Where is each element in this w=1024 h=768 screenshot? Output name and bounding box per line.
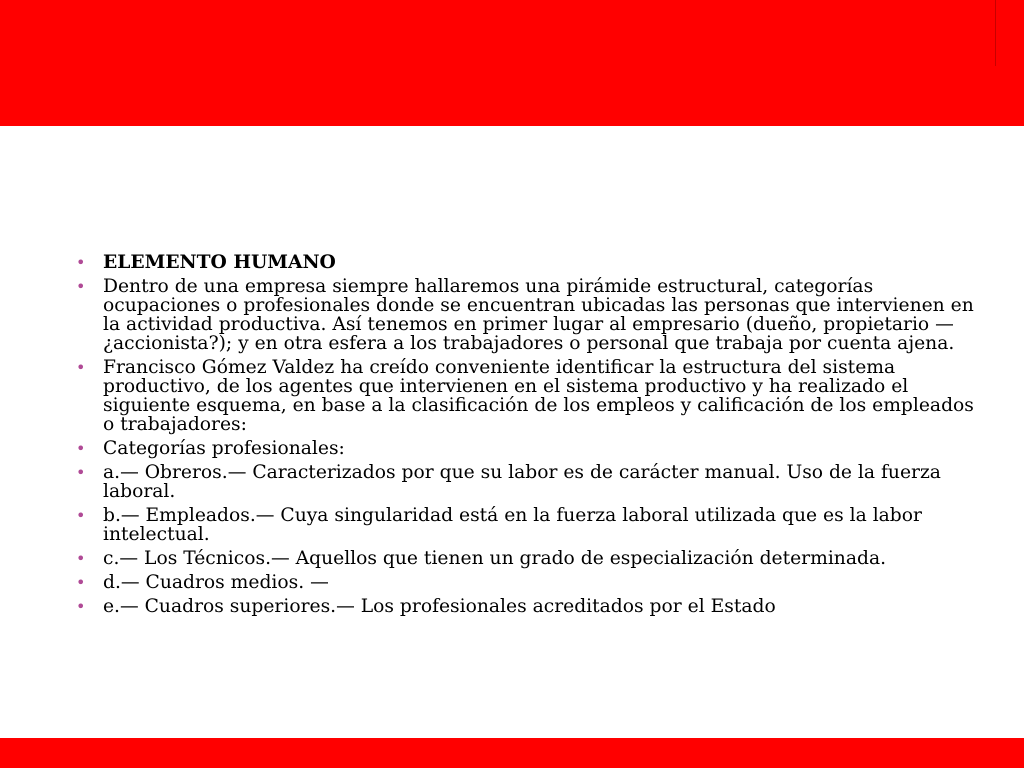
paragraph-text: e.— Cuadros superiores.— Los profesionales acreditados por el Estado	[103, 596, 776, 617]
bullet-icon: •	[76, 439, 86, 458]
paragraph-text: Categorías profesionales:	[103, 438, 345, 459]
list-item	[76, 463, 976, 501]
list-item	[76, 549, 976, 568]
paragraph-text: b.— Empleados.— Cuya singularidad está en la fuerza laboral utilizada que es la labor intelectual.	[103, 505, 922, 545]
bullet-icon: •	[76, 573, 86, 592]
section-heading: ELEMENTO HUMANO	[103, 251, 336, 273]
paragraph-text: a.— Obreros.— Caracterizados por que su labor es de carácter manual. Uso de la fuerza laboral.	[103, 462, 941, 502]
bullet-icon: •	[76, 277, 86, 296]
header-band	[0, 0, 1024, 126]
bullet-icon: •	[76, 506, 86, 525]
list-item-heading	[76, 253, 976, 272]
list-item	[76, 439, 976, 458]
paragraph-text: Francisco Gómez Valdez ha creído conveniente identificar la estructura del sistema productivo, de los agentes que intervienen en el sistema productivo y ha realizado el siguiente esquema, en base a la clasificación de los empleos y calificación de los empleados o trabajadores:	[103, 357, 974, 435]
list-item	[76, 358, 976, 434]
bullet-icon: •	[76, 597, 86, 616]
paragraph-text: c.— Los Técnicos.— Aquellos que tienen un grado de especialización determinada.	[103, 548, 887, 569]
list-item	[76, 597, 976, 616]
list-item	[76, 506, 976, 544]
header-divider	[995, 0, 996, 66]
list-item	[76, 277, 976, 353]
bullet-icon: •	[76, 358, 86, 377]
bullet-list	[76, 253, 976, 621]
bullet-icon: •	[76, 549, 86, 568]
paragraph-text: d.— Cuadros medios. —	[103, 572, 329, 593]
bullet-icon: •	[76, 253, 86, 272]
paragraph-text: Dentro de una empresa siempre hallaremos una pirámide estructural, categorías ocupaciones o profesionales donde se encuentran ubicadas las personas que intervienen en la actividad productiva. Así tenemos en primer lugar al empresario (dueño, propietario — ¿accionista?); y en otra esfera a los trabajadores o personal que trabaja por cuenta ajena.	[103, 276, 974, 354]
list-item	[76, 573, 976, 592]
footer-band	[0, 738, 1024, 768]
bullet-icon: •	[76, 463, 86, 482]
